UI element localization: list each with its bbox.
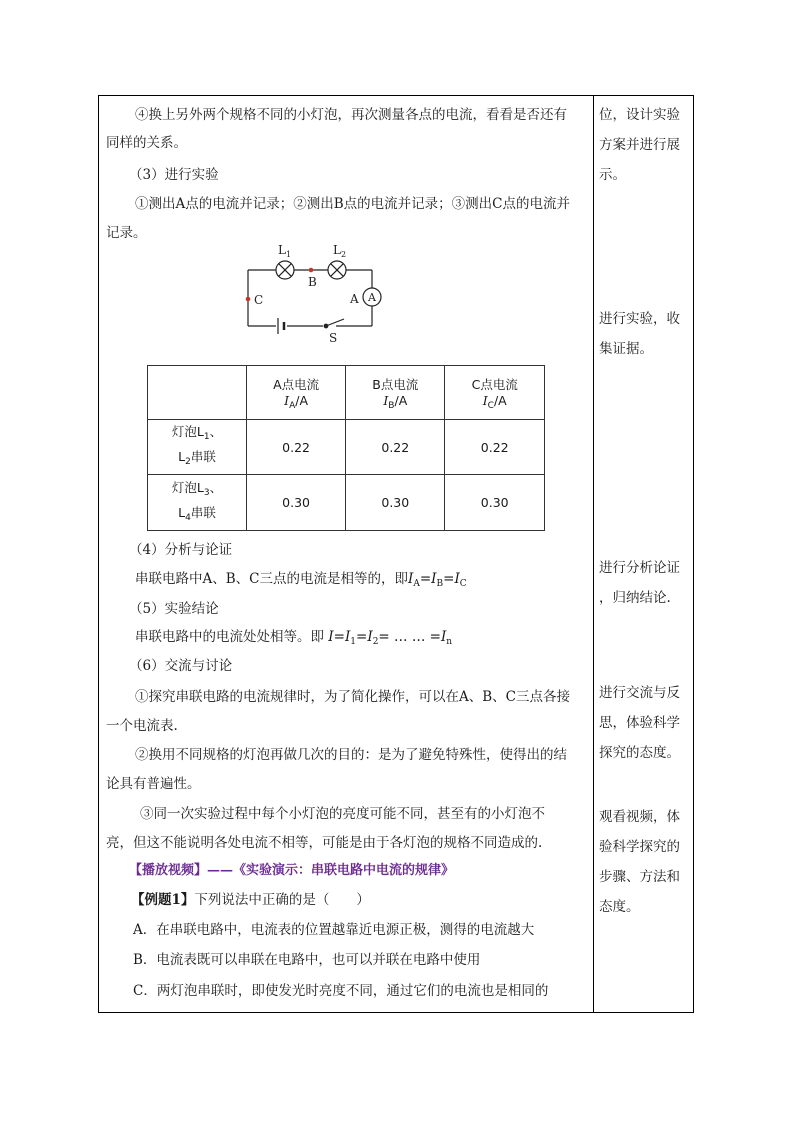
row-label: 灯泡$L_1$、 $L_2$串联 xyxy=(148,420,247,475)
experiment-line1: ①测出A点的电流并记录；②测出B点的电流并记录；③测出C点的电流并 xyxy=(135,196,570,212)
point-c-marker xyxy=(246,297,251,302)
table-row xyxy=(148,420,545,475)
table-cell: 0.22 xyxy=(247,420,346,475)
section-4-heading: （4）分析与论证 xyxy=(129,542,233,558)
lamp-l2-icon xyxy=(328,261,346,279)
side-note-video: 观看视频，体 验科学探究的 步骤、方法和 态度。 xyxy=(599,809,680,915)
discussion-2b: 论具有普遍性。 xyxy=(106,776,201,792)
label-b: B xyxy=(308,275,317,289)
header-b: B点电流 $I_B/A$ xyxy=(346,366,445,420)
discussion-1b: 一个电流表. xyxy=(106,718,178,734)
option-a: A．在串联电路中，电流表的位置越靠近电源正极，测得的电流越大 xyxy=(133,922,535,938)
table-cell: 0.30 xyxy=(247,475,346,531)
discussion-2a: ②换用不同规格的灯泡再做几次的目的：是为了避免特殊性，使得出的结 xyxy=(135,747,567,763)
header-a: A点电流 $I_A/A$ xyxy=(247,366,346,420)
label-l1: $L_1$ xyxy=(278,243,292,259)
header-c: C点电流 $I_C/A$ xyxy=(445,366,545,420)
table-cell: 0.22 xyxy=(346,420,445,475)
label-a: A xyxy=(350,292,359,306)
option-b: B．电流表既可以串联在电路中，也可以并联在电路中使用 xyxy=(133,952,481,968)
column-divider xyxy=(593,95,594,1013)
section-3-heading: （3）进行实验 xyxy=(129,167,219,183)
circuit-diagram xyxy=(238,238,388,350)
video-title: 【播放视频】——《实验演示：串联电路中电流的规律》 xyxy=(129,863,455,878)
point-b-marker xyxy=(309,268,314,273)
discussion-3b: 亮，但这不能说明各处电流不相等，可能是由于各灯泡的规格不同造成的. xyxy=(106,835,543,851)
table-row xyxy=(148,475,545,531)
side-note-design: 位，设计实验 方案并进行展 示。 xyxy=(599,107,680,183)
side-note-discussion: 进行交流与反 思，体验科学 探究的态度。 xyxy=(599,685,680,761)
section-5-heading: （5）实验结论 xyxy=(129,601,219,617)
table-cell: 0.30 xyxy=(346,475,445,531)
table-cell: 0.30 xyxy=(445,475,545,531)
row-label: 灯泡$L_3$、 $L_4$串联 xyxy=(148,475,247,531)
battery-icon xyxy=(278,318,284,334)
current-data-table xyxy=(147,365,545,531)
ammeter-icon xyxy=(363,288,381,306)
table-corner xyxy=(148,366,247,420)
label-s: S xyxy=(329,331,338,345)
analysis-line: 串联电路中A、B、C三点的电流是相等的，即$I_A=I_B=I_C$ xyxy=(135,571,467,589)
section-6-heading: （6）交流与讨论 xyxy=(129,658,233,674)
ammeter-label: A xyxy=(368,291,376,304)
table-cell: 0.22 xyxy=(445,420,545,475)
step4-line2: 同样的关系。 xyxy=(106,135,187,151)
step4-line1: ④换上另外两个规格不同的小灯泡，再次测量各点的电流，看看是否还有 xyxy=(135,107,567,123)
example-question: 【例题1】下列说法中正确的是（ ） xyxy=(131,892,370,908)
discussion-3a: ③同一次实验过程中每个小灯泡的亮度可能不同，甚至有的小灯泡不 xyxy=(140,806,545,822)
side-note-analysis: 进行分析论证 ，归纳结论. xyxy=(599,560,680,606)
label-l2: $L_2$ xyxy=(333,243,347,259)
conclusion-line: 串联电路中的电流处处相等。即 $I=I_1=I_2=$ … … $=I_n$ xyxy=(135,629,453,647)
lamp-l1-icon xyxy=(276,261,294,279)
label-c: C xyxy=(254,293,264,307)
experiment-line2: 记录。 xyxy=(106,225,147,241)
discussion-1a: ①探究串联电路的电流规律时，为了简化操作，可以在A、B、C三点各接 xyxy=(135,689,570,705)
option-c: C．两灯泡串联时，即使发光时亮度不同，通过它们的电流也是相同的 xyxy=(133,983,549,999)
side-note-experiment: 进行实验，收 集证据。 xyxy=(599,311,680,357)
